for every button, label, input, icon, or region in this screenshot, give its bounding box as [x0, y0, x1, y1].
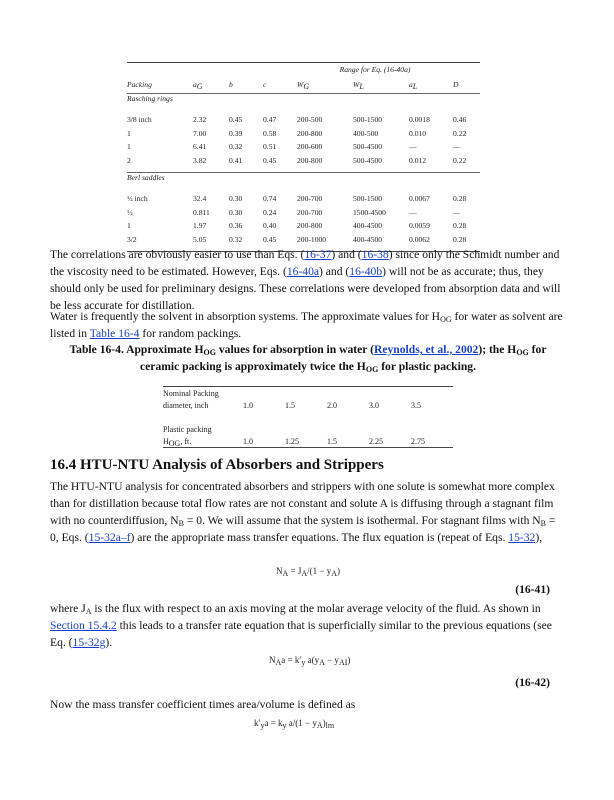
row1-label-b: diameter, inch — [163, 400, 209, 410]
table-cell: 0.28 — [453, 194, 467, 204]
table-cell: 0.51 — [263, 142, 277, 152]
table-row — [127, 154, 480, 168]
table-cell: 3/2 — [127, 234, 137, 244]
table-cell: 5.05 — [193, 234, 207, 244]
hog-table — [163, 386, 453, 448]
table-cell: 200-700 — [297, 207, 323, 217]
table-cell: 1.97 — [193, 221, 207, 231]
table-cell: 0.39 — [229, 128, 243, 138]
table-cell: 500-1500 — [353, 194, 383, 204]
table-cell: 0.0018 — [409, 115, 430, 125]
table-cell: 0.0062 — [409, 234, 430, 244]
table-cell: 200-800 — [297, 128, 323, 138]
table-cell: 0.0067 — [409, 194, 430, 204]
group-label: Berl saddles — [127, 173, 165, 182]
table-cell: ½ — [127, 207, 133, 217]
hog-row — [163, 435, 453, 448]
group-row — [127, 173, 480, 192]
table-row — [127, 219, 480, 233]
table-cell: 400-4500 — [353, 221, 383, 231]
table-header-row — [127, 75, 480, 94]
equation-ky-prime: $k'_ya = k_y$ $a/(1 - y_A)_{lm}$ — [254, 718, 335, 730]
table-cell: 0.32 — [229, 234, 243, 244]
table-row — [127, 127, 480, 141]
table-row — [127, 233, 480, 247]
link-eq-15-32a-f[interactable]: 15-32a–f — [88, 531, 131, 544]
table-cell: 0.40 — [263, 221, 277, 231]
equation-16-42: $N_Aa = k'_y$ $a(y_A - y_{AI})$ — [269, 655, 351, 667]
table-cell: 0.24 — [263, 207, 277, 217]
table-cell: 200-500 — [297, 115, 323, 125]
table-cell: 500-4500 — [353, 155, 383, 165]
table-cell: 1 — [127, 142, 131, 152]
table-cell: — — [409, 142, 417, 152]
table-cell: 1 — [127, 221, 131, 231]
range-header: Range for Eq. (16-40a) — [339, 64, 411, 74]
table-cell: 200-800 — [297, 155, 323, 165]
paragraph-correlations: The correlations are obviously easier to use than Eqs. (16-37) and (16-38) since only the Schmidt number and the viscosity need to be estimated. However, Eqs. (16-40a) and (16-40b) will not be as accurate; thus, they should only be used for preliminary designs. These correlations were developed from absorption data and will be less accurate for distillation. — [50, 248, 561, 312]
table-cell: 2.0 — [327, 400, 337, 410]
table-cell: 500-4500 — [353, 142, 383, 152]
section-heading: 16.4 HTU-NTU Analysis of Absorbers and Strippers — [50, 457, 384, 473]
table-cell: 1.0 — [243, 400, 253, 410]
table-cell: 1500-4500 — [353, 207, 386, 217]
table-cell: 0.012 — [409, 155, 427, 165]
paragraph-htu-ntu: The HTU-NTU analysis for concentrated absorbers and strippers with one solute is somewhat more complex than for distillation because total flow rates are not constant and solute A is diffusing through a stagnant film with no counterdiffusion, $N_B = 0$. We will assume that the system is isothermal. For stagnant films with $N_B = 0$, Eqs. (15-32a–f) are the appropriate mass transfer equations. The flux equation is (repeat of Eqs. 15-32), — [50, 480, 556, 544]
table-cell: 1.0 — [243, 436, 253, 446]
table-cell: 0.74 — [263, 194, 277, 204]
table-cell: 200-1000 — [297, 234, 327, 244]
group-row — [127, 94, 480, 113]
table-row — [127, 192, 480, 206]
link-table-16-4[interactable]: Table 16-4 — [89, 327, 140, 340]
column-header: D — [453, 79, 459, 89]
column-header: b — [229, 79, 233, 89]
table-cell: 6.41 — [193, 142, 207, 152]
link-eq-16-37[interactable]: 16-37 — [304, 248, 332, 261]
table-cell: 400-500 — [353, 128, 379, 138]
table-cell: 2.32 — [193, 115, 207, 125]
table-cell: 400-4500 — [353, 234, 383, 244]
paragraph-mass-transfer: Now the mass transfer coefficient times area/volume is defined as — [50, 698, 356, 711]
table-cell: — — [453, 142, 461, 152]
table-cell: 3/8 inch — [127, 115, 152, 125]
table-cell: 32.4 — [193, 194, 207, 204]
paragraph-water-solvent: Water is frequently the solvent in absorption systems. The approximate values for $H_{OG}$ for water as solvent are listed in Table 16-4 for random packings. — [50, 310, 563, 340]
table-row — [127, 113, 480, 127]
link-eq-16-38[interactable]: 16-38 — [361, 248, 389, 261]
table-cell: 0.46 — [453, 115, 467, 125]
table-cell: 0.0059 — [409, 221, 430, 231]
table-caption: Table 16-4. Approximate $H_{OG}$ values for absorption in water (Reynolds, et al., 2002); the $H_{OG}$ for ceramic packing is approximately twice the $H_{OG}$ for plastic packing. — [69, 343, 547, 374]
table-cell: 0.32 — [229, 142, 243, 152]
table-cell: 0.45 — [229, 115, 243, 125]
equation-number-16-42: (16-42) — [515, 676, 550, 689]
table-cell: 2.75 — [411, 436, 425, 446]
table-cell: 0.28 — [453, 234, 467, 244]
table-cell: 1.5 — [285, 400, 295, 410]
row1-label-a: Nominal Packing — [163, 388, 219, 398]
paragraph-flux: where $J_A$ is the flux with respect to an axis moving at the molar average velocity of the fluid. As shown in Section 15.4.2 this leads to a transfer rate equation that is superficially similar to the previous equations (see Eq. (15-32g). — [50, 602, 552, 649]
column-header: $W_L$ — [353, 79, 364, 91]
table-cell: 0.41 — [229, 155, 243, 165]
row2-label-b: $H_{OG}$, ft. — [163, 436, 192, 448]
table-cell: 1.5 — [327, 436, 337, 446]
link-section-15-4-2[interactable]: Section 15.4.2 — [50, 619, 117, 632]
table-cell: 0.22 — [453, 155, 467, 165]
table-row — [127, 140, 480, 154]
table-cell: — — [453, 207, 461, 217]
table-cell: 0.30 — [229, 207, 243, 217]
column-header: $a_G$ — [193, 79, 203, 91]
column-header: Packing — [127, 79, 152, 89]
link-eq-16-40a[interactable]: 16-40a — [286, 265, 320, 278]
equation-16-41: $N_A = J_A/(1 - y_A)$ — [276, 566, 340, 578]
table-row — [127, 206, 480, 220]
link-eq-16-40b[interactable]: 16-40b — [349, 265, 383, 278]
table-cell: 0.28 — [453, 221, 467, 231]
column-header: $W_G$ — [297, 79, 310, 91]
table-cell: 0.47 — [263, 115, 277, 125]
table-cell: 0.811 — [193, 207, 210, 217]
table-cell: 7.00 — [193, 128, 207, 138]
table-cell: 0.30 — [229, 194, 243, 204]
table-cell: 3.5 — [411, 400, 421, 410]
table-cell: 200-700 — [297, 194, 323, 204]
table-cell: 1.25 — [285, 436, 299, 446]
table-cell: 0.36 — [229, 221, 243, 231]
table-cell: 1 — [127, 128, 131, 138]
equation-number-16-41: (16-41) — [515, 583, 550, 596]
table-cell: 0.22 — [453, 128, 467, 138]
table-cell: 0.010 — [409, 128, 427, 138]
table-cell: 3.0 — [369, 400, 379, 410]
table-cell: 500-1500 — [353, 115, 383, 125]
diameter-row — [163, 399, 453, 411]
table-cell: 0.45 — [263, 155, 277, 165]
packing-correlation-table — [127, 62, 480, 252]
table-cell: 0.58 — [263, 128, 277, 138]
link-reynolds-2002[interactable]: Reynolds, et al., 2002 — [373, 343, 479, 356]
table-cell: ½ inch — [127, 194, 148, 204]
table-cell: 200-600 — [297, 142, 323, 152]
table-cell: 0.45 — [263, 234, 277, 244]
column-header: $a_L$ — [409, 79, 418, 91]
table-cell: 2.25 — [369, 436, 383, 446]
link-eq-15-32[interactable]: 15-32 — [508, 531, 536, 544]
row2-label-a: Plastic packing — [163, 424, 212, 434]
table-cell: 3.82 — [193, 155, 207, 165]
table-cell: 2 — [127, 155, 131, 165]
table-cell: 200-800 — [297, 221, 323, 231]
column-header: c — [263, 79, 267, 89]
link-eq-15-32g[interactable]: 15-32g — [72, 636, 106, 649]
table-cell: — — [409, 207, 417, 217]
group-label: Rasching rings — [127, 94, 173, 103]
